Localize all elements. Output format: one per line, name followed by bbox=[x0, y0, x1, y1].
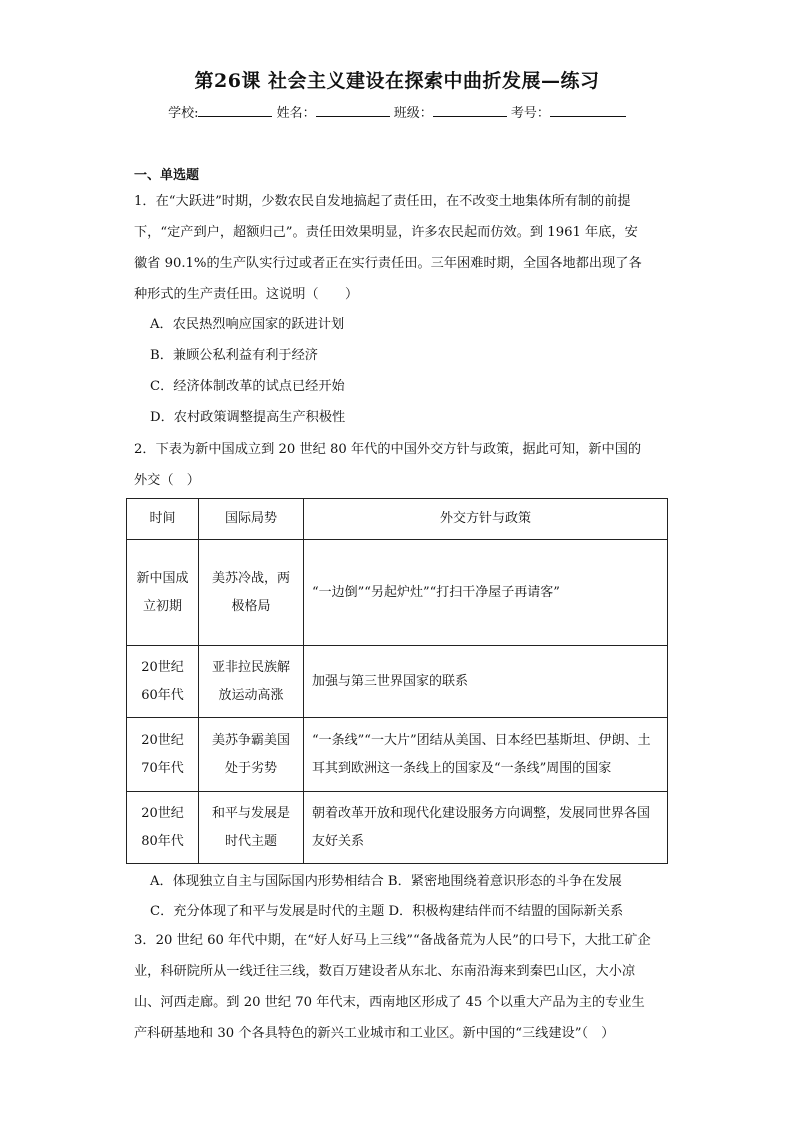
foreign-policy-table bbox=[126, 498, 668, 864]
question-1-line: 下，“定产到户，超额归己”。责任田效果明显，许多农民起而仿效。到 1961 年底，安 bbox=[134, 225, 638, 240]
question-2-line: 2．下表为新中国成立到 20 世纪 80 年代的中国外交方针与政策，据此可知，新中国的 bbox=[134, 442, 642, 457]
table-row bbox=[127, 540, 668, 646]
question-1-line: 种形式的生产责任田。这说明（ ） bbox=[134, 287, 359, 302]
question-2-options-cd[interactable]: C．充分体现了和平与发展是时代的主题 D．积极构建结伴而不结盟的国际新关系 bbox=[150, 904, 624, 919]
page-title: 第26课 社会主义建设在探索中曲折发展—练习 bbox=[194, 70, 600, 92]
question-1-option-c[interactable]: C．经济体制改革的试点已经开始 bbox=[150, 379, 345, 394]
table-cell-situation: 美苏冷战，两极格局 bbox=[199, 540, 304, 646]
table-cell-policy: “一边倒”“另起炉灶”“打扫干净屋子再请客” bbox=[304, 540, 668, 646]
question-1-option-d[interactable]: D．农村政策调整提高生产积极性 bbox=[150, 410, 346, 425]
table-cell-time: 20世纪70年代 bbox=[127, 718, 199, 792]
table-row bbox=[127, 792, 668, 864]
school-blank[interactable] bbox=[198, 104, 272, 117]
table-header-row bbox=[127, 499, 668, 540]
table-cell-time: 20世纪80年代 bbox=[127, 792, 199, 864]
question-3-stem bbox=[134, 925, 662, 1049]
exam-number-blank[interactable] bbox=[550, 104, 626, 117]
question-2-line: 外交（ ） bbox=[134, 473, 200, 488]
class-label: 班级： bbox=[393, 106, 433, 121]
table-cell-policy: “一条线”“一大片”团结从美国、日本经巴基斯坦、伊朗、土耳其到欧洲这一条线上的国家及“一条线”周围的国家 bbox=[304, 718, 668, 792]
table-cell-situation: 美苏争霸美国处于劣势 bbox=[199, 718, 304, 792]
table-header-policy: 外交方针与政策 bbox=[304, 499, 668, 540]
question-1-line: 徽省 90.1%的生产队实行过或者正在实行责任田。三年困难时期，全国各地都出现了各 bbox=[134, 256, 642, 271]
question-1-line: 1．在“大跃进”时期，少数农民自发地搞起了责任田，在不改变土地集体所有制的前提 bbox=[134, 194, 631, 209]
table-header-situation: 国际局势 bbox=[199, 499, 304, 540]
table-cell-policy: 加强与第三世界国家的联系 bbox=[304, 646, 668, 718]
question-3-line: 山、河西走廊。到 20 世纪 70 年代末，西南地区形成了 45 个以重大产品为主的专业生 bbox=[134, 995, 645, 1010]
table-cell-policy: 朝着改革开放和现代化建设服务方向调整，发展同世界各国友好关系 bbox=[304, 792, 668, 864]
student-info-line bbox=[0, 102, 794, 121]
exam-number-label: 考号： bbox=[510, 106, 550, 121]
table-cell-situation: 亚非拉民族解放运动高涨 bbox=[199, 646, 304, 718]
table-row bbox=[127, 718, 668, 792]
table-cell-situation: 和平与发展是时代主题 bbox=[199, 792, 304, 864]
name-blank[interactable] bbox=[316, 104, 390, 117]
table-header-time: 时间 bbox=[127, 499, 199, 540]
class-blank[interactable] bbox=[433, 104, 507, 117]
question-1-option-b[interactable]: B．兼顾公私利益有利于经济 bbox=[150, 348, 318, 363]
question-3-line: 业，科研院所从一线迁往三线，数百万建设者从东北、东南沿海来到秦巴山区，大小凉 bbox=[134, 964, 636, 979]
question-3-line: 3．20 世纪 60 年代中期，在“好人好马上三线”“备战备荒为人民”的口号下，大批工矿企 bbox=[134, 933, 651, 948]
question-1-stem bbox=[134, 186, 662, 310]
name-label: 姓名： bbox=[276, 106, 316, 121]
table-cell-time: 20世纪60年代 bbox=[127, 646, 199, 718]
question-3-line: 产科研基地和 30 个各具特色的新兴工业城市和工业区。新中国的“三线建设”（ ） bbox=[134, 1026, 615, 1041]
table-cell-time: 新中国成立初期 bbox=[127, 540, 199, 646]
section-title: 一、单选题 bbox=[134, 168, 200, 183]
question-2-stem bbox=[134, 434, 662, 496]
school-label: 学校: bbox=[168, 106, 199, 121]
question-1-option-a[interactable]: A．农民热烈响应国家的跃进计划 bbox=[150, 317, 345, 332]
table-row bbox=[127, 646, 668, 718]
question-2-options-ab[interactable]: A．体现独立自主与国际国内形势相结合 B．紧密地围绕着意识形态的斗争在发展 bbox=[150, 874, 622, 889]
